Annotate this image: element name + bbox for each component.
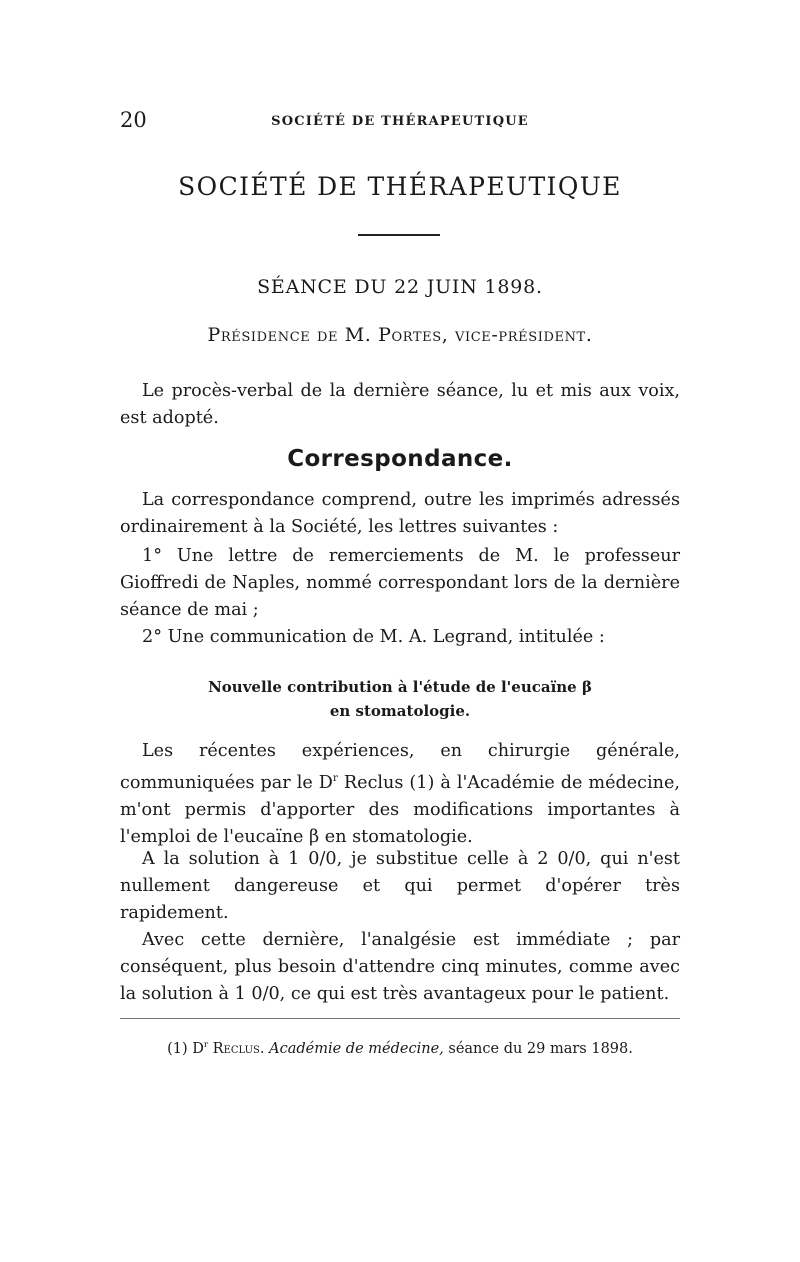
article-title-line-2: en stomatologie. (329, 702, 471, 720)
running-head (120, 108, 680, 138)
solution-paragraph: A la solution à 1 0/0, je substitue celle à 2 0/0, qui n'est nullement dangereuse et qui permet d'opérer très rapidement. (120, 849, 680, 923)
page-number: 20 (120, 108, 147, 132)
footnote-rest: séance du 29 mars 1898. (443, 1040, 633, 1057)
recentes-superscript: r (332, 772, 338, 784)
footnote-author: Reclus. (212, 1040, 265, 1057)
seance-date: SÉANCE DU 22 JUIN 1898. (257, 276, 543, 298)
running-title: SOCIÉTÉ DE THÉRAPEUTIQUE (271, 114, 529, 129)
article-title (130, 675, 670, 723)
communication-paragraph: 2° Une communication de M. A. Legrand, intitulée : (142, 627, 605, 647)
footnote-superscript: r (203, 1040, 209, 1050)
footnote-rule (120, 1018, 680, 1019)
presidence-line: Présidence de M. Portes, vice-président. (207, 324, 593, 346)
correspondance-heading: Correspondance. (287, 446, 513, 472)
recentes-text-2: Reclus (1) à l'Académie de médecine, m'ont permis d'apporter des modifications importantes à l'emploi de l'eucaïne β en stomatologie. (120, 772, 680, 847)
avec-paragraph: Avec cette dernière, l'analgésie est immédiate ; par conséquent, plus besoin d'attendre cinq minutes, comme avec la solution à 1 0/0, ce qui est très avantageux pour le patient. (120, 930, 680, 1004)
correspondance-intro-paragraph: La correspondance comprend, outre les imprimés adressés ordinairement à la Société, les lettres suivantes : (120, 490, 680, 537)
footnote (120, 1040, 680, 1057)
footnote-work: Académie de médecine, (269, 1040, 444, 1057)
lettre-paragraph: 1° Une lettre de remerciements de M. le professeur Gioffredi de Naples, nommé correspondant lors de la dernière séance de mai ; (120, 546, 680, 620)
article-title-line-1: Nouvelle contribution à l'étude de l'eucaïne β (208, 678, 592, 696)
footnote-marker: (1) D (167, 1040, 204, 1057)
proces-verbal-paragraph: Le procès-verbal de la dernière séance, lu et mis aux voix, est adopté. (120, 381, 680, 428)
recentes-paragraph (120, 738, 680, 851)
recentes-text-1: Les récentes expériences, en chirurgie générale, communiquées par le D (120, 741, 680, 793)
society-title: SOCIÉTÉ DE THÉRAPEUTIQUE (178, 172, 622, 201)
title-rule (358, 234, 440, 236)
